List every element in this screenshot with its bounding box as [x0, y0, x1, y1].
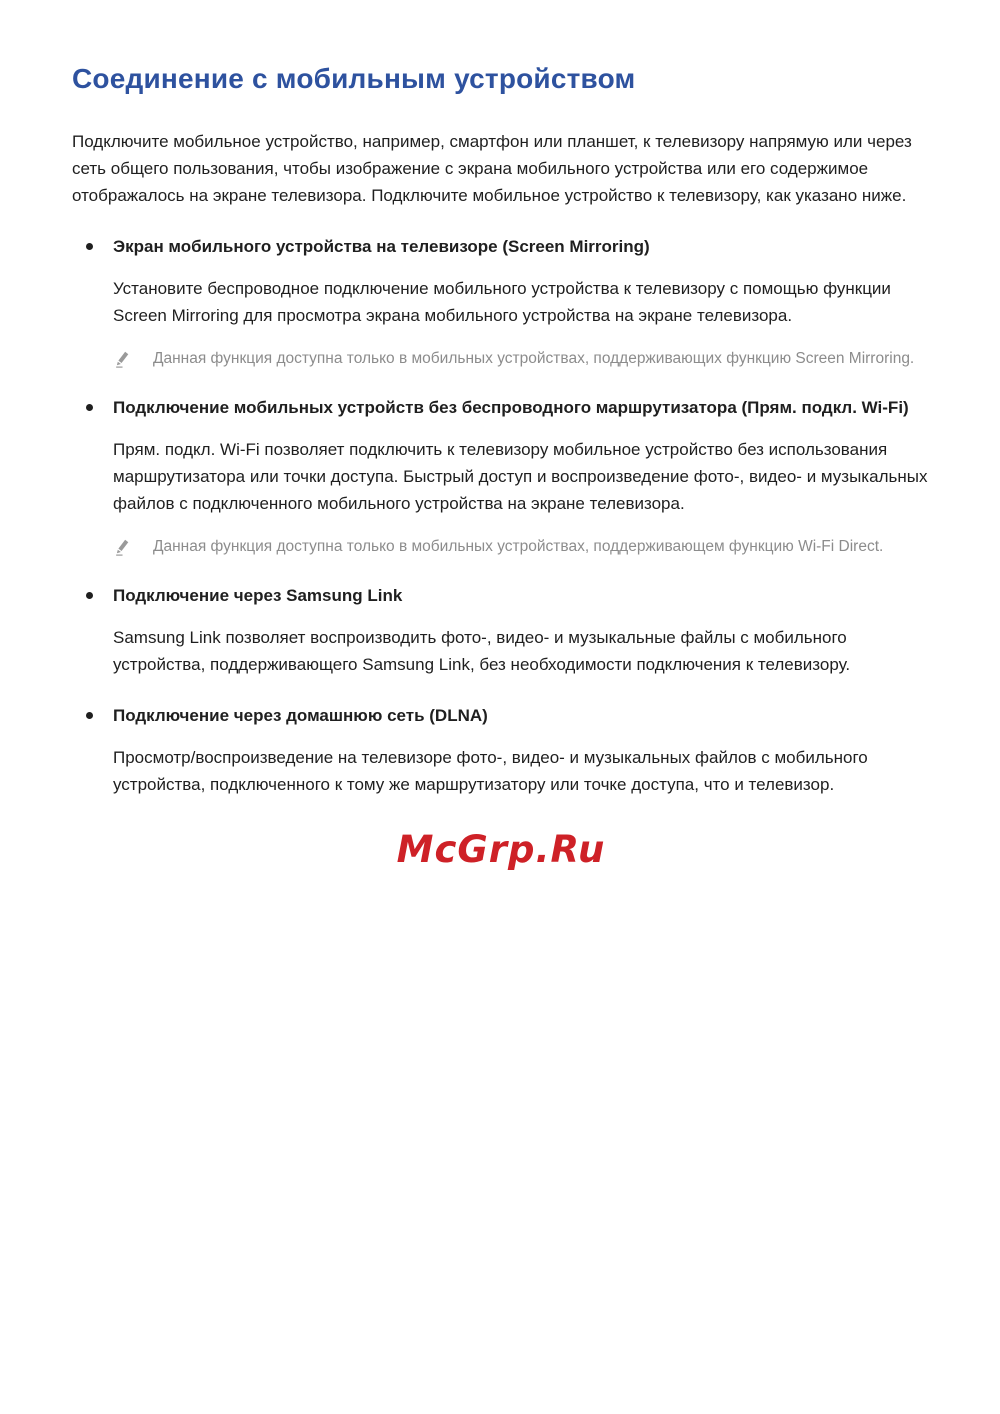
- note: [113, 348, 930, 370]
- bullet-content: [113, 396, 930, 558]
- note-text: Данная функция доступна только в мобильных устройствах, поддерживающем функцию Wi-Fi Direct.: [153, 537, 884, 555]
- bullet-body: Просмотр/воспроизведение на телевизоре фото-, видео- и музыкальных файлов с мобильного устройства, подключенного к тому же маршрутизатору или точке доступа, что и телевизор.: [113, 747, 868, 794]
- pencil-icon: [113, 349, 131, 369]
- bullet-heading: Экран мобильного устройства на телевизоре (Screen Mirroring): [113, 236, 650, 256]
- bullet-item-samsung-link: [72, 584, 930, 678]
- bullet-content: [113, 235, 930, 370]
- bullet-heading: Подключение через Samsung Link: [113, 585, 403, 605]
- bullet-dot: [86, 404, 93, 411]
- bullet-body: Прям. подкл. Wi-Fi позволяет подключить к телевизору мобильное устройство без использования маршрутизатора или точки доступа. Быстрый доступ и воспроизведение фото-, видео- и музыкальных файлов с подключенного мобильного устройства на экране телевизора.: [113, 439, 928, 513]
- bullet-heading: Подключение через домашнюю сеть (DLNA): [113, 705, 488, 725]
- page-title: Соединение с мобильным устройством: [72, 63, 636, 94]
- bullet-item-wifi-direct: [72, 396, 930, 558]
- bullet-dot: [86, 243, 93, 250]
- watermark: McGrp.Ru: [396, 827, 606, 871]
- bullet-heading: Подключение мобильных устройств без беспроводного маршрутизатора (Прям. подкл. Wi-Fi): [113, 397, 909, 417]
- intro-paragraph: Подключите мобильное устройство, например, смартфон или планшет, к телевизору напрямую или через сеть общего пользования, чтобы изображение с экрана мобильного устройства или его содержимое отображалось на экране телевизора. Подключите мобильное устройство к телевизору, как указано ниже.: [72, 131, 912, 205]
- bullet-content: [113, 704, 930, 798]
- bullet-content: [113, 584, 930, 678]
- bullet-item-dlna: [72, 704, 930, 798]
- pencil-icon: [113, 537, 131, 557]
- note-text: Данная функция доступна только в мобильных устройствах, поддерживающих функцию Screen Mirroring.: [153, 349, 915, 367]
- bullet-dot: [86, 592, 93, 599]
- bullet-item-screen-mirroring: [72, 235, 930, 370]
- bullet-body: Samsung Link позволяет воспроизводить фото-, видео- и музыкальные файлы с мобильного устройства, поддерживающего Samsung Link, без необходимости подключения к телевизору.: [113, 627, 851, 674]
- note: [113, 536, 930, 558]
- bullet-dot: [86, 712, 93, 719]
- bullet-body: Установите беспроводное подключение мобильного устройства к телевизору с помощью функции Screen Mirroring для просмотра экрана мобильного устройства на экране телевизора.: [113, 278, 891, 325]
